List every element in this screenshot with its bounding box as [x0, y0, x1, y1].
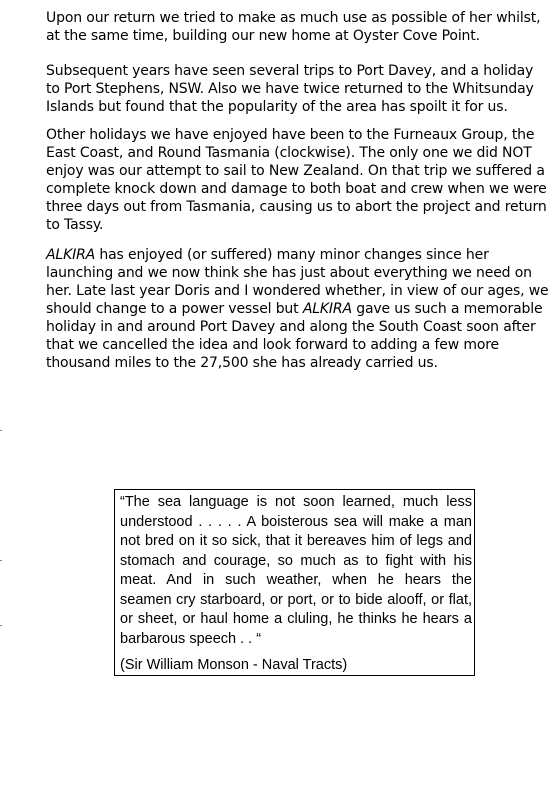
- paragraph-text: has enjoyed (or suffered) many minor changes since her launching and we now think she has just about everything we need on her. Late last year Doris and I wondered whether, in view of our ages, we should change to a power vessel but: [46, 247, 549, 317]
- scan-margin-mark: [0, 625, 2, 626]
- boat-name: ALKIRA: [302, 301, 352, 317]
- paragraph-subsequent-trips: Subsequent years have seen several trips to Port Davey, and a holiday to Port Stephens, NSW. Also we have twice returned to the Whitsunday Islands but found that the popularity of the area has spoilt it for us.: [46, 63, 534, 115]
- paragraph-alkira-changes: [46, 246, 551, 372]
- quote-source: (Sir William Monson - Naval Tracts): [120, 657, 348, 673]
- boat-name: ALKIRA: [46, 247, 96, 263]
- paragraph-return-home: Upon our return we tried to make as much use as possible of her whilst, at the same time, building our new home at Oyster Cove Point.: [46, 10, 541, 44]
- quote-box: [114, 489, 475, 676]
- scan-margin-mark: [0, 560, 2, 561]
- paragraph-other-holidays: Other holidays we have enjoyed have been to the Furneaux Group, the East Coast, and Round Tasmania (clockwise). The only one we did NOT enjoy was our attempt to sail to New Zealand. On that trip we suffered a complete knock down and damage to both boat and crew when we were three days out from Tasmania, causing us to abort the project and return to Tassy.: [46, 127, 547, 233]
- scan-margin-mark: [0, 430, 2, 431]
- quote-text: “The sea language is not soon learned, much less understood . . . . . A boisterous sea will make a man not bred on it so sick, that it bereaves him of legs and stomach and courage, so much as to fight with his meat. And in such weather, when he hears the seamen cry starboard, or port, or to bide alooff, or flat, or sheet, or haul home a cluling, he thinks he hears a barbarous speech . . “: [120, 494, 472, 647]
- paragraph-text: gave us such a memorable holiday in and around Port Davey and along the South Coast soon after that we cancelled the idea and look forward to adding a few more thousand miles to the 27,500 she has already carried us.: [46, 301, 543, 371]
